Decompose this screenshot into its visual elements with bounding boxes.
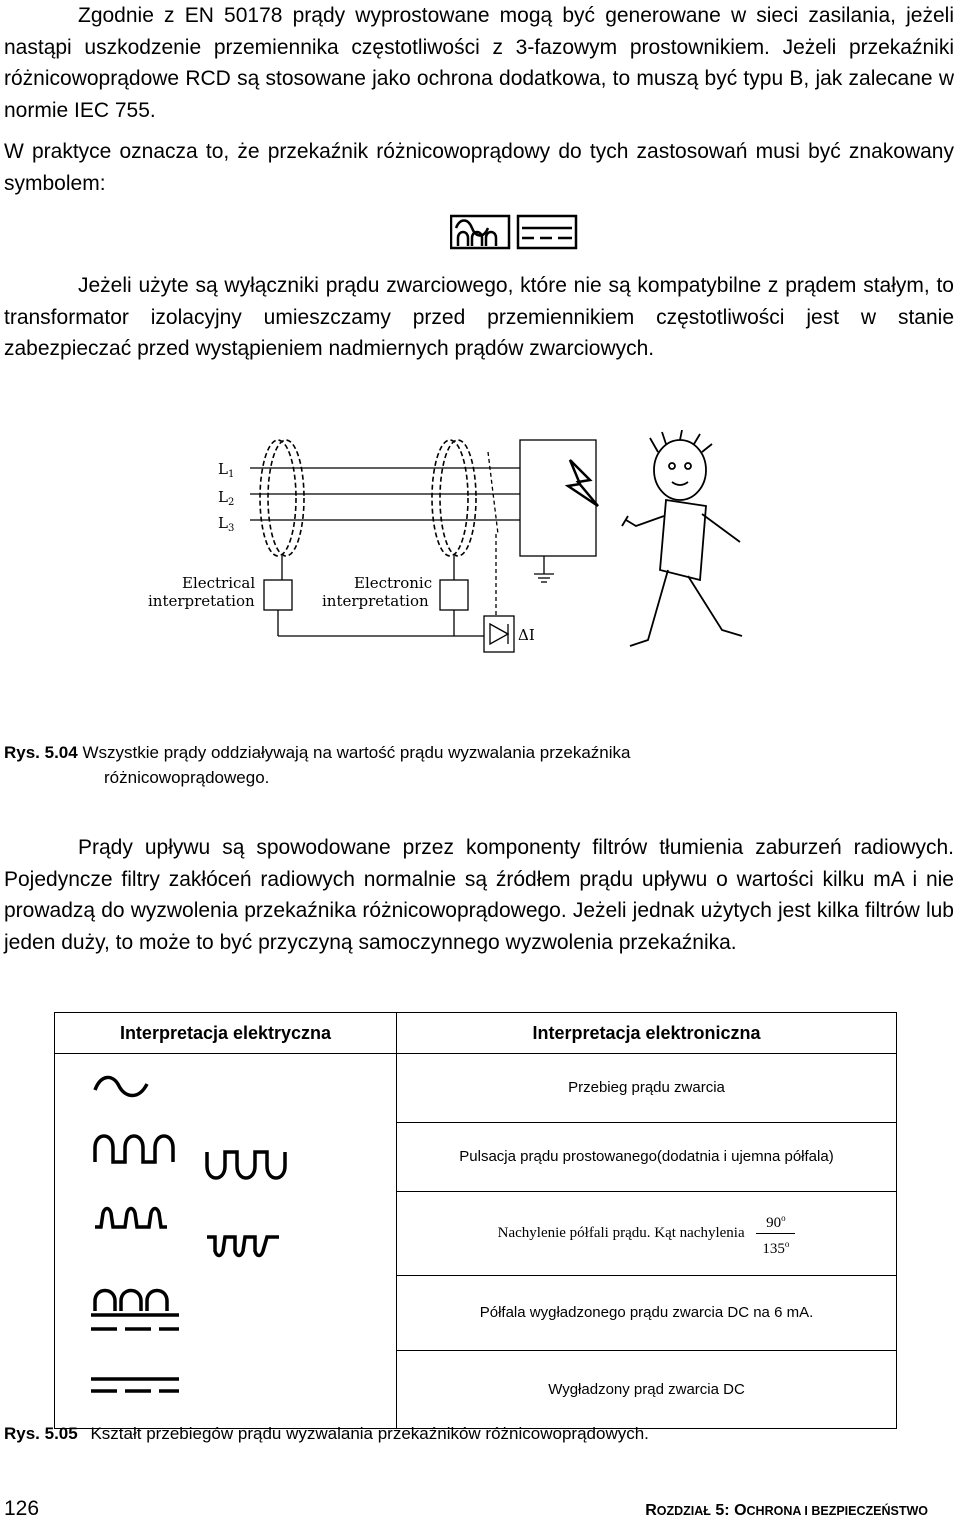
- table-row: [55, 1191, 897, 1275]
- pulsating-dc-icon: [55, 1122, 395, 1186]
- table-row: [55, 1275, 897, 1350]
- label-electronic-1: Electronic: [354, 574, 433, 592]
- header-electronic: Interpretacja elektroniczna: [397, 1013, 897, 1054]
- phase-cut-icon: [55, 1199, 395, 1263]
- row-text: Pulsacja prądu prostowanego(dodatnia i ujemna półfala): [397, 1122, 897, 1191]
- caption-text: Wszystkie prądy oddziaływają na wartość prądu wyzwalania przekaźnika: [82, 743, 631, 762]
- label-electrical-2: interpretation: [148, 592, 255, 610]
- caption-label: Rys. 5.05: [4, 1424, 78, 1443]
- table-row: [55, 1122, 897, 1191]
- label-l2: $L_2$: [218, 488, 235, 508]
- angle-top: 90$^o$: [756, 1208, 795, 1234]
- figure-caption-2: [4, 1422, 649, 1446]
- figure-caption-1: [4, 741, 631, 765]
- rcd-waveform-table: [54, 1012, 897, 1429]
- paragraph-4: Prądy upływu są spowodowane przez komponenty filtrów tłumienia zaburzeń radiowych. Pojedyncze filtry zakłóceń radiowych normalnie są źródłem prądu upływu o wartości kilku mA i nie prowadzą do wyzwolenia przekaźnika różnicowoprądowego. Jeżeli jednak użytych jest kilka filtrów lub jeden duży, to może to być przyczyną samoczynnego wyzwolenia przekaźnika.: [4, 836, 954, 954]
- angle-fraction: [756, 1208, 795, 1259]
- header-electrical: Interpretacja elektryczna: [55, 1013, 397, 1054]
- paragraph-2: W praktyce oznacza to, że przekaźnik różnicowoprądowy do tych zastosowań musi być znakowany symbolem:: [4, 140, 954, 195]
- figure-caption-1-line-2: różnicowoprądowego.: [104, 768, 270, 787]
- label-electrical-1: Electrical: [182, 574, 256, 592]
- label-l1: $L_1$: [218, 460, 235, 480]
- row-text: Przebieg prądu zwarcia: [397, 1054, 897, 1123]
- label-delta-i: ΔI: [518, 626, 535, 644]
- row-text-angle: [397, 1191, 897, 1275]
- caption-text: Kształt przebiegów prądu wyzwalania przekaźników różnicowoprądowych.: [90, 1424, 649, 1443]
- sine-wave-icon: [55, 1056, 395, 1116]
- caption-label: Rys. 5.04: [4, 743, 78, 762]
- row-text: Półfala wygładzonego prądu zwarcia DC na 6 mA.: [397, 1275, 897, 1350]
- paragraph-1: Zgodnie z EN 50178 prądy wyprostowane mogą być generowane w sieci zasilania, jeżeli nastąpi uszkodzenie przemiennika częstotliwości z 3-fazowym prostownikiem. Jeżeli przekaźniki różnicowoprądowe RCD są stosowane jako ochrona dodatkowa, to muszą być typu B, jak zalecane w normie IEC 755.: [4, 4, 954, 122]
- rcd-type-b-symbol: [450, 214, 580, 250]
- page-number: 126: [4, 1497, 40, 1520]
- angle-bottom: 135$^o$: [762, 1238, 790, 1257]
- row-text: Nachylenie półfali prądu. Kąt nachylenia: [497, 1224, 745, 1241]
- row-text: Wygładzony prąd zwarcia DC: [397, 1350, 897, 1428]
- table-row: [55, 1054, 897, 1123]
- chapter-title: ROZDZIAŁ 5: OCHRONA I BEZPIECZEŃSTWO: [645, 1502, 928, 1519]
- label-l3: $L_3$: [218, 514, 235, 534]
- label-electronic-2: interpretation: [322, 592, 429, 610]
- person-illustration: [622, 430, 742, 646]
- smoothed-half-wave-icon: [55, 1275, 395, 1345]
- paragraph-3: Jeżeli użyte są wyłączniki prądu zwarciowego, które nie są kompatybilne z prądem stałym, to transformator izolacyjny umieszczamy przed przemiennikiem częstotliwości jest w stanie zabezpieczać przed wystąpieniem nadmiernych prądów zwarciowych.: [4, 274, 954, 360]
- smooth-dc-icon: [55, 1351, 395, 1421]
- table-row: [55, 1350, 897, 1428]
- rcd-circuit-diagram: [140, 430, 760, 665]
